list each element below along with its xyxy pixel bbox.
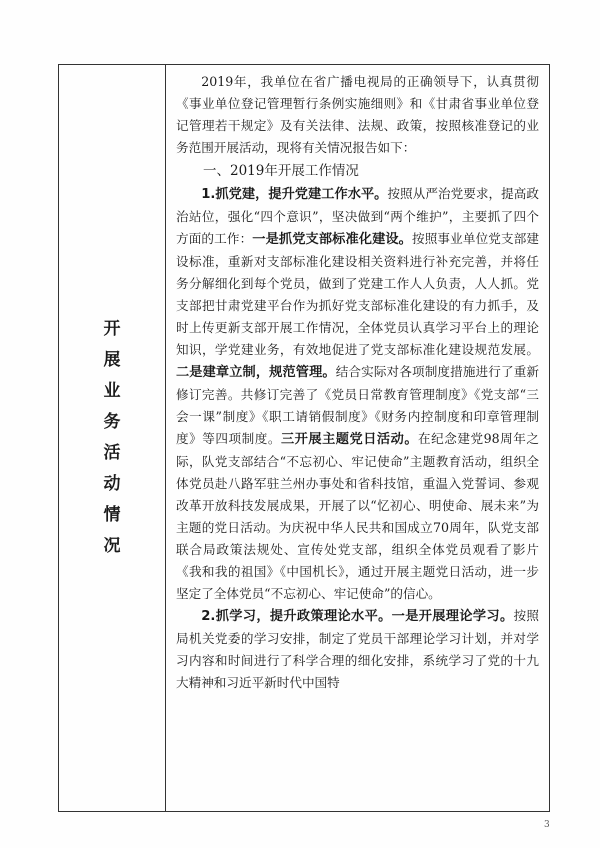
item1-sub2-text: 结合实际对各项制度措施进行了重新修订完善。共修订完善了《党员日常教育管理制度》《党支部“三会一课”制度》《职工请销假制度》《财务内控制度和印章管理制度》等四项制度。 [176, 364, 540, 446]
row-label: 开展业务活动情况 [103, 319, 121, 556]
item1-paragraph [176, 183, 539, 605]
report-table [58, 64, 550, 812]
section-title: 一、2019年开展工作情况 [203, 163, 359, 179]
page-number: 3 [544, 820, 550, 830]
item1-heading: 1.抓党建，提升党建工作水平。 [201, 187, 388, 202]
item1-text: 按照从严治党要求，提高政治站位，强化“四个意识”，坚决做到“两个维护”，主要抓了四个方面的工作： [176, 186, 539, 246]
item2-paragraph [176, 605, 539, 694]
item2-sub1-heading: 一是开展理论学习。 [391, 609, 514, 624]
item2-heading: 2.抓学习，提升政策理论水平。 [201, 609, 392, 624]
item1-sub1-heading: 一是抓党支部标准化建设。 [252, 232, 412, 247]
item2-sub1-text: 按照局机关党委的学习安排，制定了党员干部理论学习计划，并对学习内容和时间进行了科学合理的细化安排，系统学习了党的十九大精神和习近平新时代中国特 [176, 608, 540, 690]
content-cell [166, 65, 549, 811]
item1-sub2-heading: 二是建章立制，规范管理。 [176, 365, 336, 380]
row-label-cell [59, 65, 166, 811]
item1-sub3-text: 在纪念建党98周年之际，队党支部结合“不忘初心、牢记使命”主题教育活动，组织全体党员赴八路军驻兰州办事处和省科技馆，重温入党誓词、参观改革开放科技发展成果，开展了以“忆初心、明使命、展未来”为主题的党日活动。为庆祝中华人民共和国成立70周年，队党支部联合局政策法规处、宣传处党支部，组织全体党员观看了影片《我和我的祖国》《中国机长》，通过开展主题党日活动，进一步坚定了全体党员“不忘初心、牢记使命”的信心。 [176, 431, 540, 601]
intro-paragraph: 2019年，我单位在省广播电视局的正确领导下，认真贯彻《事业单位登记管理暂行条例实施细则》和《甘肃省事业单位登记管理若干规定》及有关法律、法规、政策，按照核准登记的业务范围开展活动，现将有关情况报告如下： [176, 74, 539, 155]
item1-sub1-text: 按照事业单位党支部建设标准，重新对支部标准化建设相关资料进行补充完善，并将任务分解细化到每个党员，做到了党建工作人人负责，人人抓。党支部把甘肃党建平台作为抓好党支部标准化建设的有力抓手，及时上传更新支部开展工作情况，全体党员认真学习平台上的理论知识，学党建业务，有效地促进了党支部标准化建设规范发展。 [176, 231, 540, 357]
item1-sub3-heading: 三开展主题党日活动。 [280, 432, 419, 447]
